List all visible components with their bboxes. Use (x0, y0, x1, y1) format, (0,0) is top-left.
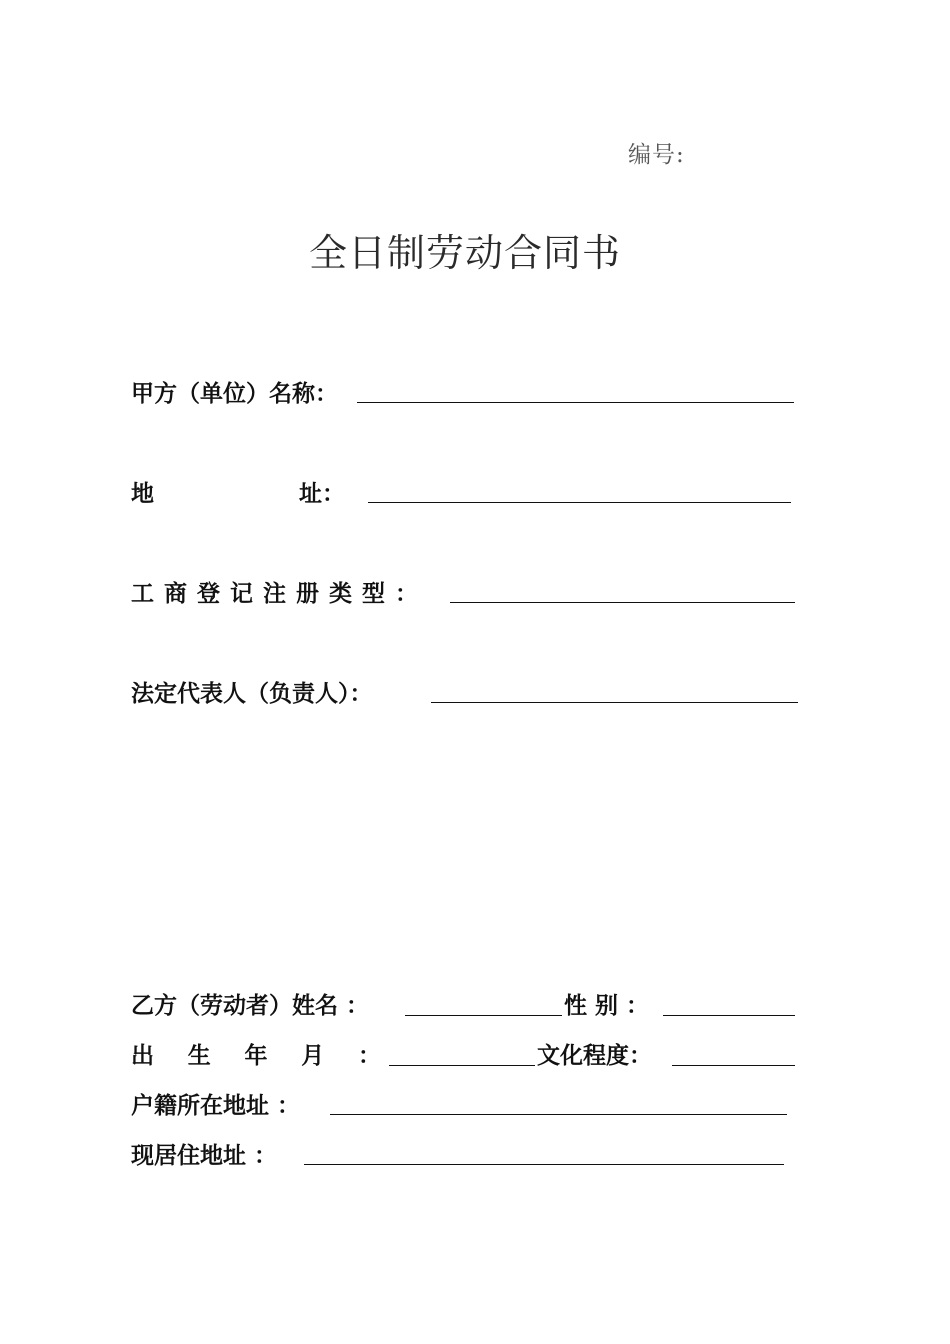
page-title: 全日制劳动合同书 (308, 231, 621, 275)
document-number-label: 编号: (628, 142, 685, 168)
birth-char: 出 (131, 1042, 154, 1069)
party-a-name-label: 甲方（单位）名称： (131, 380, 338, 407)
birth-date-label (131, 1042, 381, 1070)
birth-date-field[interactable] (389, 1065, 535, 1066)
legal-representative-label: 法定代表人（负责人）： (131, 680, 373, 707)
gender-label: 性 别 ： (564, 992, 650, 1019)
registration-type-label: 工商登记注册类型： (131, 580, 428, 607)
education-label: 文化程度： (537, 1042, 652, 1069)
gender-field[interactable] (663, 1015, 795, 1016)
party-b-name-field[interactable] (405, 1015, 562, 1016)
birth-char: 生 (187, 1042, 211, 1069)
household-address-field[interactable] (330, 1114, 787, 1115)
party-a-address-label (131, 480, 345, 508)
education-field[interactable] (672, 1065, 795, 1066)
birth-char: 年 (244, 1042, 268, 1069)
party-b-name-label: 乙方（劳动者）姓名 ： (131, 992, 370, 1019)
current-address-label: 现居住地址 ： (131, 1142, 278, 1169)
registration-type-field[interactable] (450, 602, 795, 603)
legal-representative-field[interactable] (431, 702, 798, 703)
household-address-label: 户籍所在地址 ： (131, 1092, 301, 1119)
current-address-field[interactable] (304, 1164, 784, 1165)
party-a-address-field[interactable] (368, 502, 791, 503)
birth-char: ： (358, 1042, 381, 1069)
address-label-left: 地 (131, 480, 154, 507)
address-label-right: 址： (299, 480, 345, 507)
party-a-name-field[interactable] (357, 402, 794, 403)
birth-char: 月 (301, 1042, 325, 1069)
